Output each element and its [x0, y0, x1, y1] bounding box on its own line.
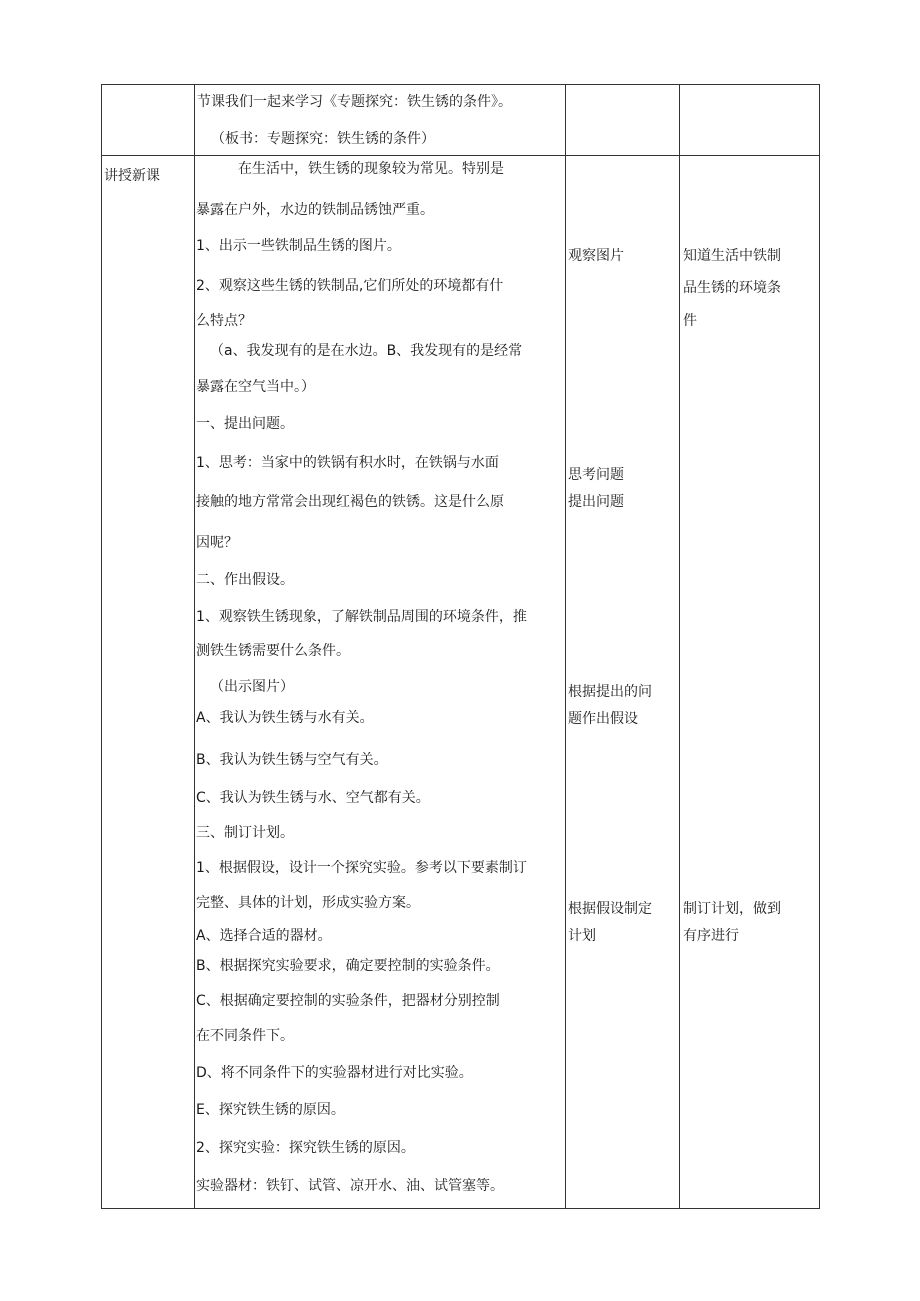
table-left-border [101, 84, 102, 1209]
content-line: （出示图片） [210, 679, 294, 695]
content-line: 节课我们一起来学习《专题探究：铁生锈的条件》。 [197, 94, 512, 110]
content-line: 接触的地方常常会出现红褐色的铁锈。这是什么原 [196, 494, 504, 510]
content-line: 在生活中，铁生锈的现象较为常见。特别是 [238, 161, 504, 177]
content-line: 三、制订计划。 [196, 825, 294, 841]
student-activity-line: 计划 [568, 928, 596, 944]
column-divider [565, 84, 566, 1209]
table-top-border [101, 84, 820, 85]
design-intent-line: 有序进行 [683, 928, 739, 944]
column-divider [194, 84, 195, 1209]
student-activity-line: 提出问题 [568, 494, 624, 510]
design-intent-line: 知道生活中铁制 [683, 248, 781, 264]
content-line: 1、思考：当家中的铁锅有积水时，在铁锅与水面 [196, 455, 499, 471]
content-line: （板书：专题探究：铁生锈的条件） [211, 131, 435, 147]
content-line: B、根据探究实验要求，确定要控制的实验条件。 [196, 958, 500, 974]
content-line: 1、出示一些铁制品生锈的图片。 [196, 238, 401, 254]
content-line: 2、探究实验：探究铁生锈的原因。 [196, 1140, 415, 1156]
table-bottom-border [101, 1208, 820, 1209]
content-line: A、选择合适的器材。 [196, 928, 332, 944]
content-line: （a、我发现有的是在水边。B、我发现有的是经常 [210, 343, 523, 359]
student-activity-line: 思考问题 [568, 467, 624, 483]
stage-label: 讲授新课 [104, 168, 160, 184]
content-line: 实验器材：铁钉、试管、凉开水、油、试管塞等。 [196, 1178, 504, 1194]
content-line: 完整、具体的计划，形成实验方案。 [196, 895, 420, 911]
content-line: 暴露在空气当中。） [196, 379, 315, 395]
content-line: D、将不同条件下的实验器材进行对比实验。 [196, 1065, 473, 1081]
content-line: C、我认为铁生锈与水、空气都有关。 [196, 790, 430, 806]
student-activity-line: 根据提出的问 [568, 684, 652, 700]
content-line: 2、观察这些生锈的铁制品,它们所处的环境都有什 [196, 278, 504, 294]
content-line: 测铁生锈需要什么条件。 [196, 643, 350, 659]
student-activity-line: 根据假设制定 [568, 901, 652, 917]
student-activity-line: 观察图片 [568, 248, 624, 264]
table-right-border [819, 84, 820, 1209]
content-line: E、探究铁生锈的原因。 [196, 1102, 345, 1118]
content-line: 1、观察铁生锈现象，了解铁制品周围的环境条件，推 [196, 609, 527, 625]
content-line: 因呢？ [196, 535, 238, 551]
design-intent-line: 制订计划，做到 [683, 901, 781, 917]
student-activity-line: 题作出假设 [568, 711, 638, 727]
content-line: C、根据确定要控制的实验条件，把器材分别控制 [196, 993, 500, 1009]
content-line: 二、作出假设。 [196, 572, 294, 588]
content-line: 1、根据假设，设计一个探究实验。参考以下要素制订 [196, 860, 527, 876]
design-intent-line: 品生锈的环境条 [683, 280, 781, 296]
content-line: A、我认为铁生锈与水有关。 [196, 710, 374, 726]
content-line: B、我认为铁生锈与空气有关。 [196, 752, 388, 768]
content-line: 么特点？ [196, 313, 252, 329]
row-divider [101, 155, 820, 156]
design-intent-line: 件 [683, 313, 697, 329]
content-line: 暴露在户外，水边的铁制品锈蚀严重。 [196, 202, 434, 218]
content-line: 在不同条件下。 [196, 1028, 294, 1044]
content-line: 一、提出问题。 [196, 416, 294, 432]
column-divider [679, 84, 680, 1209]
